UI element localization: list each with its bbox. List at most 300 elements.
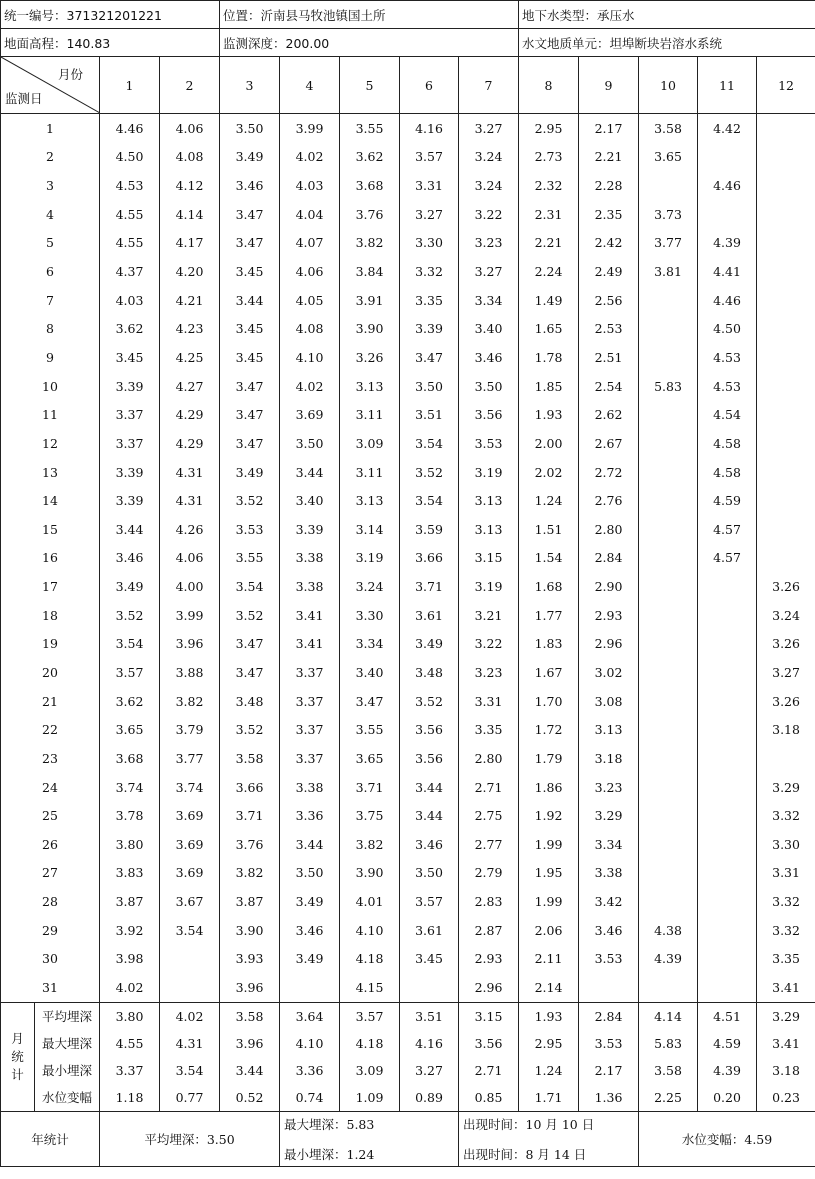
- value-cell: 3.13: [579, 715, 639, 744]
- value-cell: [639, 715, 698, 744]
- table-row: [1, 286, 815, 315]
- value-cell: 3.30: [340, 601, 400, 630]
- month-header: 12: [757, 57, 815, 114]
- stat-value: 3.29: [757, 1002, 815, 1030]
- value-cell: 3.49: [100, 572, 160, 601]
- value-cell: [757, 372, 815, 401]
- day-cell: 30: [1, 945, 100, 974]
- day-cell: 27: [1, 859, 100, 888]
- value-cell: 3.53: [579, 945, 639, 974]
- table-row: [1, 859, 815, 888]
- value-cell: 3.35: [400, 286, 459, 315]
- value-cell: 3.18: [579, 744, 639, 773]
- value-cell: 3.82: [340, 229, 400, 258]
- annual-avg: 平均埋深：3.50: [100, 1111, 280, 1166]
- value-cell: 1.79: [519, 744, 579, 773]
- value-cell: [698, 773, 757, 802]
- value-cell: [757, 458, 815, 487]
- value-cell: [160, 973, 220, 1002]
- value-cell: [698, 801, 757, 830]
- value-cell: 4.50: [100, 143, 160, 172]
- value-cell: 4.41: [698, 257, 757, 286]
- value-cell: [639, 544, 698, 573]
- value-cell: [757, 286, 815, 315]
- value-cell: 3.52: [400, 687, 459, 716]
- day-cell: 4: [1, 200, 100, 229]
- value-cell: 3.37: [280, 687, 340, 716]
- value-cell: 4.31: [160, 486, 220, 515]
- value-cell: 3.38: [280, 544, 340, 573]
- value-cell: 2.72: [579, 458, 639, 487]
- value-cell: 2.49: [579, 257, 639, 286]
- value-cell: 2.93: [459, 945, 519, 974]
- table-row: [1, 486, 815, 515]
- value-cell: 3.42: [579, 887, 639, 916]
- value-cell: 3.68: [100, 744, 160, 773]
- value-cell: 4.37: [100, 257, 160, 286]
- value-cell: 2.87: [459, 916, 519, 945]
- value-cell: [579, 973, 639, 1002]
- value-cell: 4.02: [100, 973, 160, 1002]
- value-cell: [757, 744, 815, 773]
- value-cell: 3.47: [400, 343, 459, 372]
- value-cell: 3.77: [160, 744, 220, 773]
- annual-times: [459, 1111, 639, 1166]
- value-cell: [757, 314, 815, 343]
- value-cell: 3.54: [400, 429, 459, 458]
- value-cell: 4.06: [160, 544, 220, 573]
- ground-elevation: 地面高程：140.83: [1, 29, 220, 57]
- monthly-stat-row: [1, 1057, 815, 1084]
- table-row: [1, 687, 815, 716]
- value-cell: 2.53: [579, 314, 639, 343]
- month-header: 11: [698, 57, 757, 114]
- value-cell: 4.38: [639, 916, 698, 945]
- value-cell: 3.81: [639, 257, 698, 286]
- value-cell: 3.50: [400, 372, 459, 401]
- value-cell: 3.27: [757, 658, 815, 687]
- value-cell: 4.46: [698, 171, 757, 200]
- day-cell: 28: [1, 887, 100, 916]
- value-cell: 2.80: [459, 744, 519, 773]
- value-cell: [639, 343, 698, 372]
- value-cell: 4.08: [280, 314, 340, 343]
- value-cell: [639, 486, 698, 515]
- value-cell: 4.01: [340, 887, 400, 916]
- value-cell: [639, 830, 698, 859]
- stat-value: 1.09: [340, 1084, 400, 1112]
- stat-value: 0.74: [280, 1084, 340, 1112]
- value-cell: 3.88: [160, 658, 220, 687]
- value-cell: 4.39: [698, 229, 757, 258]
- value-cell: 3.31: [757, 859, 815, 888]
- stat-value: 1.24: [519, 1057, 579, 1084]
- value-cell: 4.16: [400, 114, 459, 143]
- value-cell: 2.11: [519, 945, 579, 974]
- stat-value: 3.36: [280, 1057, 340, 1084]
- value-cell: 1.49: [519, 286, 579, 315]
- stat-value: 4.55: [100, 1030, 160, 1057]
- value-cell: 3.50: [280, 429, 340, 458]
- value-cell: 3.76: [340, 200, 400, 229]
- value-cell: 3.58: [220, 744, 280, 773]
- value-cell: 3.46: [400, 830, 459, 859]
- stat-value: 3.56: [459, 1030, 519, 1057]
- value-cell: [757, 429, 815, 458]
- value-cell: 3.71: [400, 572, 459, 601]
- day-cell: 15: [1, 515, 100, 544]
- stat-value: 0.85: [459, 1084, 519, 1112]
- value-cell: 3.50: [280, 859, 340, 888]
- value-cell: 3.62: [340, 143, 400, 172]
- monthly-stats-group-label: [1, 1002, 35, 1111]
- value-cell: 1.85: [519, 372, 579, 401]
- value-cell: 3.09: [340, 429, 400, 458]
- value-cell: 2.00: [519, 429, 579, 458]
- value-cell: 1.54: [519, 544, 579, 573]
- value-cell: [698, 859, 757, 888]
- value-cell: 3.69: [160, 801, 220, 830]
- value-cell: 3.41: [280, 630, 340, 659]
- day-cell: 9: [1, 343, 100, 372]
- value-cell: 3.45: [220, 343, 280, 372]
- value-cell: 3.38: [280, 572, 340, 601]
- value-cell: 3.32: [400, 257, 459, 286]
- value-cell: [698, 715, 757, 744]
- value-cell: 3.62: [100, 314, 160, 343]
- hydro-unit: 水文地质单元：坦埠断块岩溶水系统: [519, 29, 815, 57]
- stat-value: 1.93: [519, 1002, 579, 1030]
- value-cell: [639, 515, 698, 544]
- day-cell: 7: [1, 286, 100, 315]
- stat-value: 4.10: [280, 1030, 340, 1057]
- value-cell: 1.24: [519, 486, 579, 515]
- value-cell: 3.71: [340, 773, 400, 802]
- value-cell: 3.13: [340, 372, 400, 401]
- value-cell: 3.84: [340, 257, 400, 286]
- table-row: [1, 773, 815, 802]
- value-cell: [639, 973, 698, 1002]
- month-header: 4: [280, 57, 340, 114]
- value-cell: 3.13: [459, 486, 519, 515]
- table-row: [1, 945, 815, 974]
- value-cell: 2.21: [579, 143, 639, 172]
- value-cell: [639, 400, 698, 429]
- day-cell: 22: [1, 715, 100, 744]
- value-cell: 3.61: [400, 916, 459, 945]
- stat-value: 2.71: [459, 1057, 519, 1084]
- value-cell: 3.49: [220, 458, 280, 487]
- table-row: [1, 744, 815, 773]
- value-cell: 3.08: [579, 687, 639, 716]
- value-cell: 1.93: [519, 400, 579, 429]
- value-cell: [400, 973, 459, 1002]
- value-cell: 4.58: [698, 429, 757, 458]
- monthly-stat-row: [1, 1084, 815, 1112]
- value-cell: 3.41: [757, 973, 815, 1002]
- value-cell: 3.40: [280, 486, 340, 515]
- day-cell: 1: [1, 114, 100, 143]
- value-cell: 4.05: [280, 286, 340, 315]
- value-cell: 3.65: [639, 143, 698, 172]
- value-cell: 3.15: [459, 544, 519, 573]
- value-cell: 3.54: [220, 572, 280, 601]
- value-cell: [639, 429, 698, 458]
- value-cell: 3.31: [459, 687, 519, 716]
- value-cell: [698, 973, 757, 1002]
- value-cell: 3.49: [220, 143, 280, 172]
- annual-stats-row: [1, 1111, 815, 1166]
- value-cell: 4.57: [698, 515, 757, 544]
- value-cell: 4.55: [100, 229, 160, 258]
- value-cell: 3.78: [100, 801, 160, 830]
- value-cell: 1.99: [519, 830, 579, 859]
- value-cell: 3.90: [220, 916, 280, 945]
- value-cell: 3.51: [400, 400, 459, 429]
- day-cell: 14: [1, 486, 100, 515]
- value-cell: 3.21: [459, 601, 519, 630]
- table-row: [1, 715, 815, 744]
- stat-value: 3.57: [340, 1002, 400, 1030]
- value-cell: 4.23: [160, 314, 220, 343]
- table-row: [1, 229, 815, 258]
- value-cell: 4.06: [160, 114, 220, 143]
- value-cell: 3.46: [280, 916, 340, 945]
- value-cell: [639, 658, 698, 687]
- value-cell: [639, 314, 698, 343]
- value-cell: 3.40: [340, 658, 400, 687]
- value-cell: 4.03: [280, 171, 340, 200]
- value-cell: 4.14: [160, 200, 220, 229]
- value-cell: 1.83: [519, 630, 579, 659]
- stat-value: 3.18: [757, 1057, 815, 1084]
- annual-max-time: 出现时间：10 月 10 日: [463, 1116, 595, 1132]
- value-cell: 3.35: [757, 945, 815, 974]
- value-cell: 2.95: [519, 114, 579, 143]
- day-cell: 10: [1, 372, 100, 401]
- value-cell: 2.90: [579, 572, 639, 601]
- value-cell: 4.04: [280, 200, 340, 229]
- value-cell: 3.32: [757, 801, 815, 830]
- table-row: [1, 400, 815, 429]
- month-axis-label: 月份: [57, 67, 83, 82]
- table-row: [1, 572, 815, 601]
- value-cell: 3.96: [220, 973, 280, 1002]
- value-cell: 3.45: [220, 257, 280, 286]
- stat-value: 0.77: [160, 1084, 220, 1112]
- stat-value: 4.02: [160, 1002, 220, 1030]
- value-cell: 3.53: [459, 429, 519, 458]
- value-cell: 3.34: [579, 830, 639, 859]
- value-cell: 3.65: [340, 744, 400, 773]
- value-cell: 4.53: [698, 372, 757, 401]
- value-cell: 3.11: [340, 458, 400, 487]
- value-cell: 3.50: [459, 372, 519, 401]
- value-cell: 3.44: [280, 458, 340, 487]
- day-cell: 8: [1, 314, 100, 343]
- value-cell: [698, 572, 757, 601]
- value-cell: 4.18: [340, 945, 400, 974]
- station-id: 统一编号：371321201221: [1, 1, 220, 29]
- day-cell: 26: [1, 830, 100, 859]
- value-cell: [280, 973, 340, 1002]
- stat-value: 0.89: [400, 1084, 459, 1112]
- value-cell: 3.92: [100, 916, 160, 945]
- value-cell: [757, 200, 815, 229]
- value-cell: 3.61: [400, 601, 459, 630]
- stat-value: 4.16: [400, 1030, 459, 1057]
- value-cell: 4.46: [698, 286, 757, 315]
- month-header: 1: [100, 57, 160, 114]
- value-cell: 4.00: [160, 572, 220, 601]
- annual-max: 最大埋深：5.83: [284, 1116, 375, 1132]
- groundwater-type: 地下水类型：承压水: [519, 1, 815, 29]
- value-cell: [757, 515, 815, 544]
- group-label-char: 月: [11, 1030, 24, 1046]
- value-cell: 3.39: [100, 458, 160, 487]
- table-row: [1, 658, 815, 687]
- month-header: 8: [519, 57, 579, 114]
- table-row: [1, 458, 815, 487]
- value-cell: 3.46: [459, 343, 519, 372]
- value-cell: 1.95: [519, 859, 579, 888]
- value-cell: 3.82: [160, 687, 220, 716]
- value-cell: 3.83: [100, 859, 160, 888]
- value-cell: 4.29: [160, 400, 220, 429]
- value-cell: 3.22: [459, 200, 519, 229]
- value-cell: 1.70: [519, 687, 579, 716]
- value-cell: 3.26: [757, 572, 815, 601]
- value-cell: 3.44: [280, 830, 340, 859]
- location: 位置：沂南县马牧池镇国土所: [220, 1, 519, 29]
- value-cell: 3.99: [280, 114, 340, 143]
- value-cell: [757, 229, 815, 258]
- monthly-stat-row: [1, 1030, 815, 1057]
- value-cell: 3.24: [459, 171, 519, 200]
- day-cell: 11: [1, 400, 100, 429]
- value-cell: 2.76: [579, 486, 639, 515]
- value-cell: 3.87: [220, 887, 280, 916]
- value-cell: 3.29: [757, 773, 815, 802]
- value-cell: 3.46: [220, 171, 280, 200]
- value-cell: 3.46: [100, 544, 160, 573]
- stat-value: 1.18: [100, 1084, 160, 1112]
- value-cell: 3.56: [400, 744, 459, 773]
- value-cell: [639, 859, 698, 888]
- group-label-char: 计: [11, 1066, 24, 1082]
- value-cell: 3.47: [220, 400, 280, 429]
- value-cell: 2.83: [459, 887, 519, 916]
- value-cell: 3.22: [459, 630, 519, 659]
- value-cell: [698, 744, 757, 773]
- value-cell: 3.66: [220, 773, 280, 802]
- stat-label: 最大埋深: [35, 1030, 100, 1057]
- value-cell: 4.20: [160, 257, 220, 286]
- value-cell: 3.38: [579, 859, 639, 888]
- value-cell: 3.69: [160, 859, 220, 888]
- value-cell: 2.51: [579, 343, 639, 372]
- stat-value: 3.51: [400, 1002, 459, 1030]
- value-cell: 4.08: [160, 143, 220, 172]
- value-cell: 2.28: [579, 171, 639, 200]
- value-cell: 2.77: [459, 830, 519, 859]
- value-cell: 3.69: [280, 400, 340, 429]
- value-cell: 3.24: [459, 143, 519, 172]
- value-cell: 3.44: [400, 773, 459, 802]
- month-header: 10: [639, 57, 698, 114]
- value-cell: 3.14: [340, 515, 400, 544]
- value-cell: 2.62: [579, 400, 639, 429]
- value-cell: 2.75: [459, 801, 519, 830]
- value-cell: 3.76: [220, 830, 280, 859]
- stat-value: 4.18: [340, 1030, 400, 1057]
- value-cell: 4.06: [280, 257, 340, 286]
- value-cell: [698, 630, 757, 659]
- month-header: 9: [579, 57, 639, 114]
- day-cell: 24: [1, 773, 100, 802]
- value-cell: 3.82: [340, 830, 400, 859]
- table-row: [1, 544, 815, 573]
- value-cell: 3.23: [579, 773, 639, 802]
- value-cell: 3.80: [100, 830, 160, 859]
- value-cell: 3.93: [220, 945, 280, 974]
- value-cell: 2.84: [579, 544, 639, 573]
- value-cell: 4.57: [698, 544, 757, 573]
- value-cell: 3.90: [340, 859, 400, 888]
- value-cell: 2.54: [579, 372, 639, 401]
- value-cell: 3.35: [459, 715, 519, 744]
- value-cell: [639, 171, 698, 200]
- value-cell: 3.45: [400, 945, 459, 974]
- value-cell: 3.37: [100, 400, 160, 429]
- value-cell: 3.27: [459, 257, 519, 286]
- value-cell: 3.59: [400, 515, 459, 544]
- value-cell: 3.49: [280, 945, 340, 974]
- value-cell: 3.47: [220, 429, 280, 458]
- value-cell: 3.50: [220, 114, 280, 143]
- value-cell: 1.67: [519, 658, 579, 687]
- stat-value: 3.41: [757, 1030, 815, 1057]
- value-cell: 3.40: [459, 314, 519, 343]
- value-cell: 3.30: [400, 229, 459, 258]
- stat-value: 4.59: [698, 1030, 757, 1057]
- table-row: [1, 143, 815, 172]
- value-cell: 3.37: [280, 715, 340, 744]
- value-cell: 3.52: [100, 601, 160, 630]
- table-row: [1, 630, 815, 659]
- value-cell: [757, 114, 815, 143]
- stat-value: 2.25: [639, 1084, 698, 1112]
- table-row: [1, 830, 815, 859]
- stat-value: 3.44: [220, 1057, 280, 1084]
- value-cell: 2.93: [579, 601, 639, 630]
- value-cell: 3.45: [100, 343, 160, 372]
- value-cell: 3.31: [400, 171, 459, 200]
- value-cell: 3.32: [757, 887, 815, 916]
- table-row: [1, 314, 815, 343]
- stat-value: 1.71: [519, 1084, 579, 1112]
- value-cell: 3.47: [220, 630, 280, 659]
- value-cell: 3.23: [459, 658, 519, 687]
- annual-label: 年统计: [1, 1111, 100, 1166]
- value-cell: 2.35: [579, 200, 639, 229]
- value-cell: 3.96: [160, 630, 220, 659]
- value-cell: 1.78: [519, 343, 579, 372]
- value-cell: 3.77: [639, 229, 698, 258]
- value-cell: 3.45: [220, 314, 280, 343]
- day-cell: 5: [1, 229, 100, 258]
- value-cell: 1.77: [519, 601, 579, 630]
